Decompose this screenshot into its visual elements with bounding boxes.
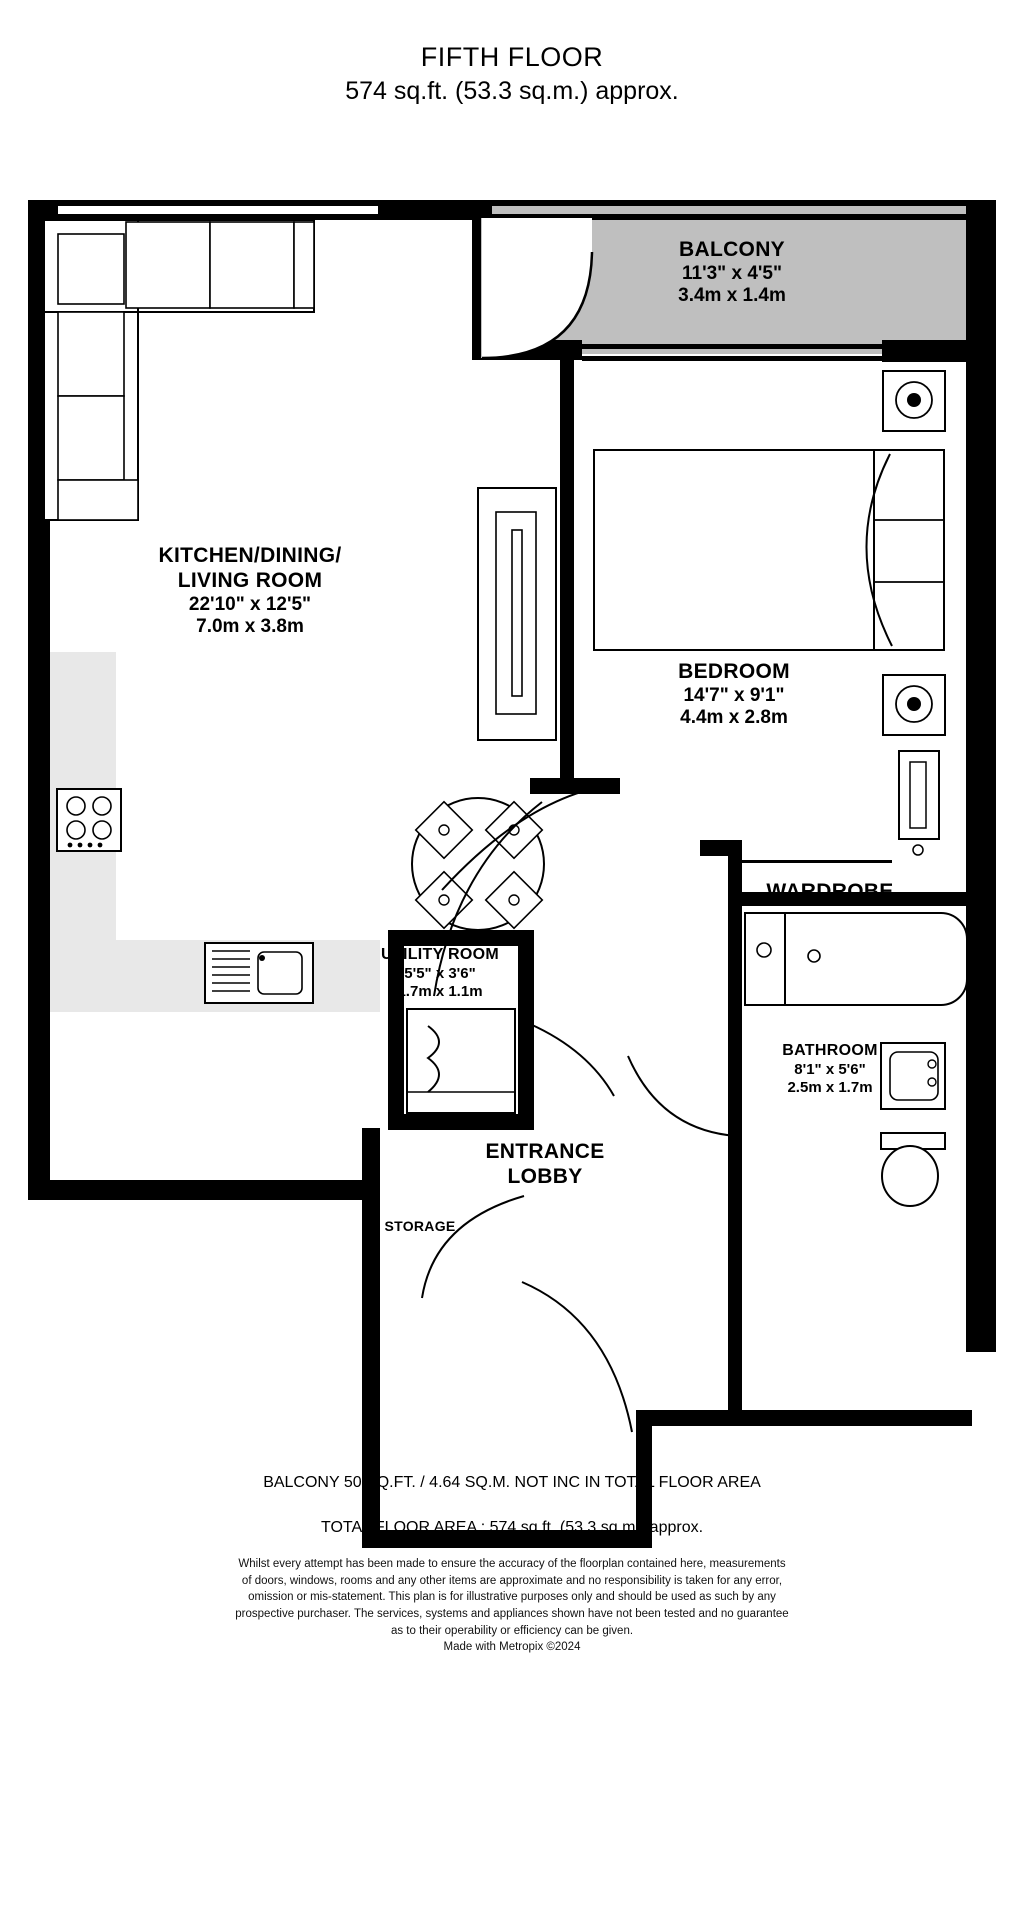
- interior-wall-lobby-top: [636, 1410, 972, 1426]
- room-label-storage: STORAGE: [384, 1218, 456, 1234]
- balcony-base-wall-right: [882, 340, 972, 362]
- room-label-kitchen-living: KITCHEN/DINING/ LIVING ROOM 22'10" x 12'5" 7.0m x 3.8m: [158, 544, 342, 637]
- room-label-utility: UTILITY ROOM 5'5" x 3'6" 1.7m x 1.1m: [381, 946, 499, 1000]
- sofa-furniture: [40, 216, 330, 526]
- balcony-base-window-b: [582, 356, 882, 361]
- disclaimer-line: Whilst every attempt has been made to ensure the accuracy of the floorplan contained here, measurements: [238, 1558, 786, 1570]
- disclaimer: [0, 1556, 1024, 1656]
- floor-title: FIFTH FLOOR: [420, 42, 604, 72]
- utility-appliance-icon: [406, 1008, 516, 1114]
- disclaimer-line: as to their operability or efficiency can be given.: [390, 1624, 634, 1637]
- exterior-wall-window-top: [58, 200, 378, 206]
- disclaimer-line: of doors, windows, rooms and any other items are approximate and no responsibility is taken for any error,: [241, 1574, 783, 1587]
- balcony-wall-top: [492, 200, 972, 206]
- bed-furniture: [592, 448, 982, 654]
- floorplan: [0, 180, 1024, 1380]
- tv-unit-furniture: [476, 486, 560, 746]
- wardrobe-rail-line: [742, 860, 892, 863]
- credit-line: Made with Metropix ©2024: [443, 1641, 581, 1654]
- bedside-table-top-icon: [882, 370, 946, 432]
- door-arc-utility: [528, 1020, 618, 1100]
- interior-wall-living-bedroom: [560, 360, 574, 790]
- plan-header: [0, 42, 1024, 106]
- kitchen-sink-icon: [204, 942, 314, 1006]
- exterior-wall-right: [966, 200, 996, 352]
- toilet-icon: [880, 1132, 948, 1208]
- room-label-bathroom: BATHROOM 8'1" x 5'6" 2.5m x 1.7m: [782, 1042, 878, 1096]
- balcony-base-window: [582, 344, 882, 349]
- interior-wall-bathroom-left: [728, 892, 742, 1426]
- door-arc-lobby-bathroom: [620, 1048, 740, 1138]
- balcony-area-note: BALCONY 50 SQ.FT. / 4.64 SQ.M. NOT INC IN TOTAL FLOOR AREA: [263, 1474, 761, 1491]
- exterior-wall-bottom-left: [28, 1180, 378, 1200]
- room-label-balcony: BALCONY 11'3" x 4'5" 3.4m x 1.4m: [678, 238, 786, 307]
- floor-area: 574 sq.ft. (53.3 sq.m.) approx.: [345, 77, 679, 105]
- utility-wall-bottom: [388, 1114, 534, 1130]
- room-label-wardrobe: WARDROBE: [766, 880, 894, 903]
- room-label-bedroom: BEDROOM 14'7" x 9'1" 4.4m x 2.8m: [678, 660, 790, 729]
- bathtub-icon: [744, 912, 970, 1008]
- total-floor-area-note: TOTAL FLOOR AREA : 574 sq.ft. (53.3 sq.m.) approx.: [320, 1519, 704, 1536]
- disclaimer-line: omission or mis-statement. This plan is for illustrative purposes only and should be used as such by any: [248, 1591, 776, 1604]
- balcony-door-arc: [470, 218, 610, 368]
- door-arc-storage: [420, 1192, 530, 1302]
- disclaimer-line: prospective purchaser. The services, systems and appliances shown have not been tested and no guarantee: [235, 1608, 789, 1621]
- hob-appliance-icon: [56, 788, 122, 852]
- room-label-entrance-lobby: ENTRANCE LOBBY: [485, 1140, 605, 1188]
- door-arc-entrance: [520, 1280, 640, 1440]
- bedroom-mirror-icon: [898, 750, 940, 860]
